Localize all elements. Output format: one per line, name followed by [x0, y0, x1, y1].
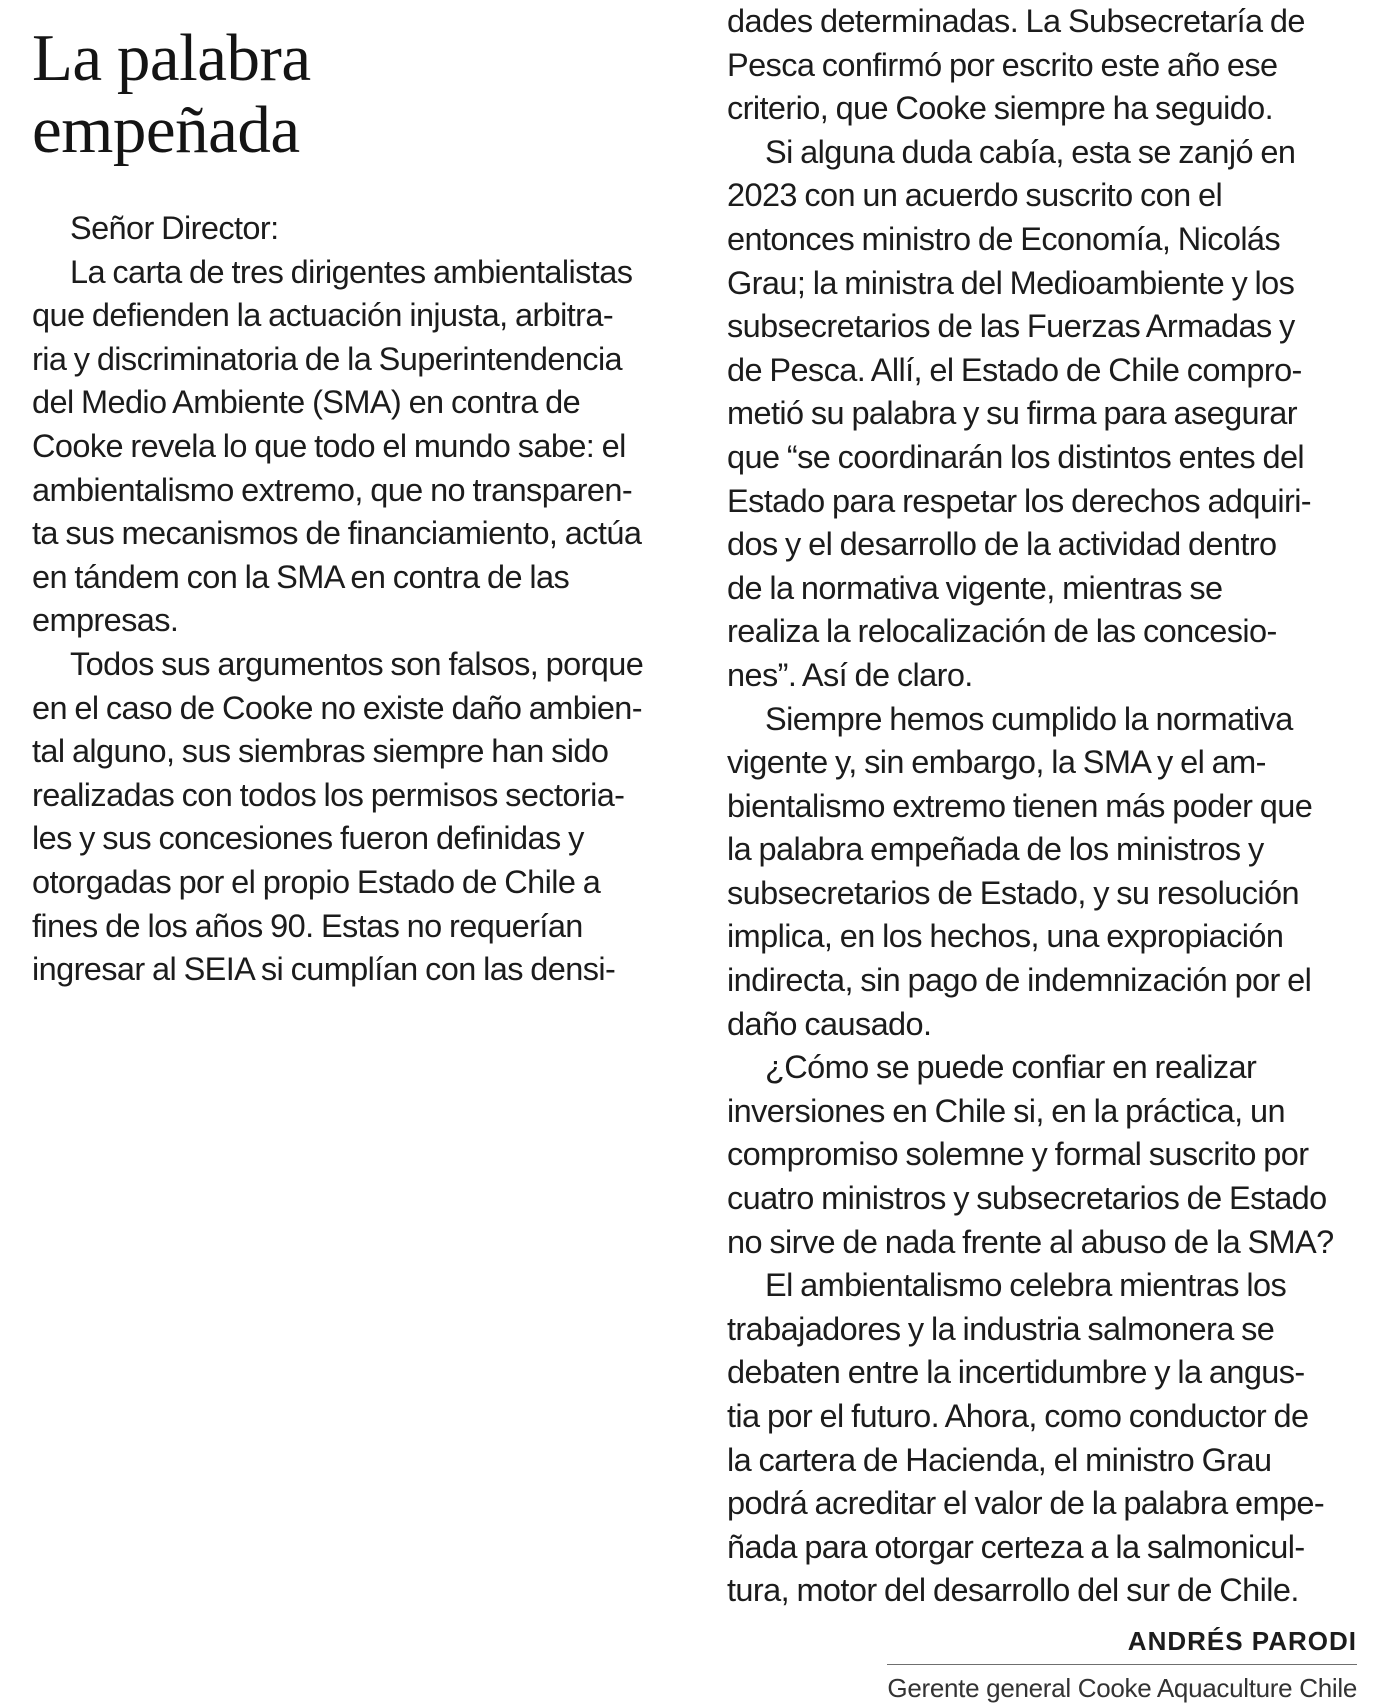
text-line: El ambientalismo celebra mientras los [765, 1267, 1287, 1304]
left-column [32, 0, 652, 992]
text-line: Grau; la ministra del Medioambiente y los [727, 264, 1295, 301]
text-line: dades determinadas. La Subsecretaría de [727, 3, 1305, 39]
text-line: indirecta, sin pago de indemnización por el [727, 962, 1312, 999]
text-line: la palabra empeñada de los ministros y [727, 831, 1264, 868]
text-line: criterio, que Cooke siempre ha seguido. [727, 90, 1274, 127]
text-line: ¿Cómo se puede confiar en realizar [765, 1049, 1257, 1086]
text-line: tia por el futuro. Ahora, como conductor de [727, 1398, 1309, 1434]
text-line: debaten entre la incertidumbre y la angus- [727, 1354, 1305, 1391]
text-line: otorgadas por el propio Estado de Chile a [32, 863, 601, 900]
text-line: empresas. [32, 602, 179, 639]
text-line: Siempre hemos cumplido la normativa [765, 700, 1293, 737]
text-line: metió su palabra y su firma para asegurar [727, 395, 1297, 432]
text-line: entonces ministro de Economía, Nicolás [727, 220, 1281, 257]
text-line: realiza la relocalización de las concesio- [727, 613, 1277, 650]
text-line: del Medio Ambiente (SMA) en contra de [32, 384, 581, 421]
text-line: no sirve de nada frente al abuso de la SMA? [727, 1223, 1334, 1260]
text-line: tura, motor del desarrollo del sur de Chile. [727, 1572, 1299, 1609]
right-column [727, 0, 1357, 1613]
text-line: daño causado. [727, 1005, 932, 1042]
text-line: compromiso solemne y formal suscrito por [727, 1136, 1309, 1173]
text-line: Cooke revela lo que todo el mundo sabe: el [32, 427, 626, 464]
text-line: Pesca confirmó por escrito este año ese [727, 46, 1278, 83]
text-line: tal alguno, sus siembras siempre han sido [32, 733, 609, 770]
article-title [32, 0, 652, 166]
text-line: trabajadores y la industria salmonera se [727, 1310, 1275, 1347]
text-line: inversiones en Chile si, en la práctica, un [727, 1092, 1285, 1129]
text-line: en tándem con la SMA en contra de las [32, 558, 570, 595]
left-body-text [32, 207, 652, 992]
text-line: subsecretarios de las Fuerzas Armadas y [727, 308, 1295, 345]
text-line: 2023 con un acuerdo suscrito con el [727, 177, 1223, 214]
title-line: La palabra [32, 21, 311, 95]
text-line: la cartera de Hacienda, el ministro Grau [727, 1441, 1272, 1478]
author-name: ANDRÉS PARODI [887, 1624, 1357, 1665]
text-line: que defienden la actuación injusta, arbitra- [32, 297, 614, 334]
text-line: cuatro ministros y subsecretarios de Estado [727, 1180, 1327, 1217]
right-body-text [727, 0, 1357, 1613]
text-line: Señor Director: [70, 210, 279, 246]
text-line: ta sus mecanismos de financiamiento, actúa [32, 515, 642, 552]
text-line: implica, en los hechos, una expropiación [727, 918, 1284, 955]
text-line: bientalismo extremo tienen más poder que [727, 787, 1313, 824]
text-line: fines de los años 90. Estas no requerían [32, 907, 583, 944]
signature-block [887, 1624, 1357, 1705]
text-line: La carta de tres dirigentes ambientalistas [70, 253, 633, 290]
text-line: subsecretarios de Estado, y su resolución [727, 874, 1299, 911]
text-line: de Pesca. Allí, el Estado de Chile compro- [727, 351, 1302, 388]
text-line: ambientalismo extremo, que no transparen- [32, 471, 633, 508]
text-line: de la normativa vigente, mientras se [727, 569, 1223, 606]
text-line: dos y el desarrollo de la actividad dentro [727, 526, 1277, 563]
author-role: Gerente general Cooke Aquaculture Chile [887, 1673, 1357, 1703]
text-line: nes”. Así de claro. [727, 656, 973, 693]
text-line: realizadas con todos los permisos sectoria- [32, 776, 625, 813]
text-line: Todos sus argumentos son falsos, porque [70, 645, 644, 682]
text-line: les y sus concesiones fueron definidas y [32, 820, 584, 857]
text-line: podrá acreditar el valor de la palabra empe- [727, 1485, 1325, 1522]
text-line: ñada para otorgar certeza a la salmonicul- [727, 1528, 1305, 1565]
text-line: en el caso de Cooke no existe daño ambien- [32, 689, 642, 726]
text-line: Si alguna duda cabía, esta se zanjó en [765, 133, 1296, 170]
text-line: Estado para respetar los derechos adquiri- [727, 482, 1312, 519]
text-line: ria y discriminatoria de la Superintendencia [32, 340, 623, 377]
text-line: que “se coordinarán los distintos entes del [727, 438, 1305, 475]
title-line: empeñada [32, 93, 300, 167]
text-line: vigente y, sin embargo, la SMA y el am- [727, 744, 1266, 781]
text-line: ingresar al SEIA si cumplían con las densi- [32, 951, 616, 988]
